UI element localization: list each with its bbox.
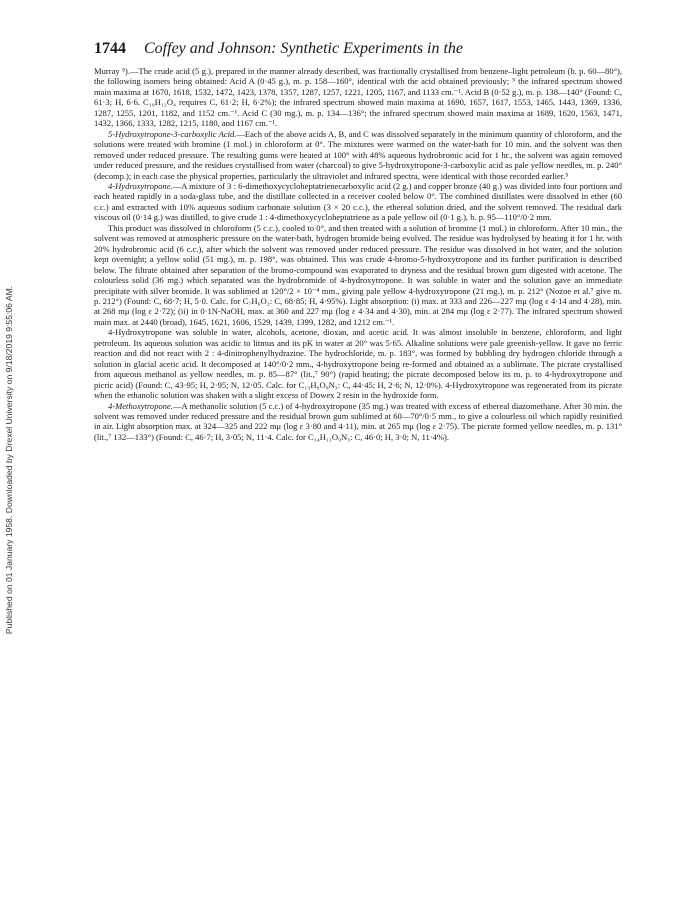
running-head	[94, 40, 622, 58]
journal-page	[94, 40, 622, 442]
page-number: 1744	[94, 40, 126, 57]
download-watermark	[2, 110, 16, 810]
paragraph-methoxytropone	[94, 401, 622, 443]
paragraph-text: This product was dissolved in chloroform (5 c.c.), cooled to 0°, and then treated with a solution of bromine (1 mol.) in chloroform. After 10 min., the solvent was removed at atmospheric pressure on the water-bath, hydrogen bromide being evolved. The residue was hydrolysed by heating it for 1 hr. with 20% hydrobromic acid (6 c.c.), after which the solvent was removed under reduced pressure. The residue was dissolved in hot water, and the solution kept overnight; a yellow solid (51 mg.), m. p. 198°, was obtained. This was crude 4-bromo-5-hydroxytropone and its further purification is described below. The filtrate obtained after separation of the bromo-compound was evaporated to dryness and the residual brown gum digested with acetone. The colourless solid (36 mg.) which separated was the hydrobromide of 4-hydroxytropone. It was soluble in water and the solution gave an immediate precipitate with silver bromide. It was sublimed at 120°/2 × 10⁻⁴ mm., giving pale yellow 4-hydroxytropone (21 mg.), m. p. 212° (Nozoe et al.⁷ give m. p. 212°) (Found: C, 68·7; H, 5·0. Calc. for C₇H₆O₂: C, 68·85; H, 4·95%). Light absorption: (i) max. at 333 and 226—227 mμ (log ε 4·14 and 4·28), min. at 268 mμ (log ε 2·72); (ii) in 0·1N-NaOH, max. at 360 and 227 mμ (log ε 4·34 and 4·30), min. at 284 mμ (log ε 2·77). The infrared spectrum showed main max. at 2440 (broad), 1645, 1621, 1606, 1529, 1439, 1399, 1282, and 1212 cm.⁻¹.	[94, 222, 622, 327]
download-watermark-text: Published on 01 January 1958. Downloaded by Drexel University on 9/18/2019 9:55:06 AM.	[4, 285, 14, 635]
paragraph-heading: 4-Methoxytropone.	[108, 400, 173, 411]
paragraph-bromination	[94, 223, 622, 328]
running-title: Coffey and Johnson: Synthetic Experiments in the	[144, 40, 464, 57]
paragraph-text: 4-Hydroxytropone was soluble in water, alcohols, acetone, dioxan, and acetic acid. It was almost insoluble in benzene, chloroform, and light petroleum. Its aqueous solution was acidic to litmus and its pK in water at 20° was 5·65. Alkaline solutions were pale greenish-yellow. It gave no ferric reaction and did not react with 2 : 4-dinitrophenylhydrazine. The hydrochloride, m. p. 183°, was formed by bubbling dry hydrogen chloride through a solution in glacial acetic acid. It decomposed at 140°/0·2 mm., 4-hydroxytropone being re-formed and obtained as a sublimate. The picrate crystallised from aqueous methanol as yellow needles, m. p. 85—87° (lit.,⁷ 90°) (rapid heating; the picrate decomposed below its m. p. to 4-hydroxytropone and picric acid) (Found: C, 43·95; H, 2·95; N, 12·05. Calc. for C₁₃H₉O₉N₃: C, 44·45; H, 2·6; N, 12·0%). 4-Hydroxytropone was regenerated from its picrate when the ethanolic solution was shaken with a slight excess of Dowex 2 resin in the hydroxide form.	[94, 327, 622, 401]
paragraph-text: —Each of the above acids A, B, and C was dissolved separately in the minimum quantity of chloroform, and the solutions were treated with bromine (1 mol.) in chloroform at 0°. The mixtures were warmed on the water-bath for 10 min. and the solvent was then removed under reduced pressure. The resulting gums were heated at 100° with 48% aqueous hydrobromic acid for 1 hr., the solvent was again removed under reduced pressure, and the residues crystallised from water (charcoal) to give 5-hydroxytropone-3-carboxylic acid as pale yellow needles, m. p. 240° (decomp.); in each case the physical properties, particularly the ultraviolet and infrared spectra, were identical with those recorded earlier.⁵	[94, 128, 622, 181]
paragraph-text: —A methanolic solution (5 c.c.) of 4-hydroxytropone (35 mg.) was treated with excess of ethereal diazomethane. After 30 min. the solvent was removed under reduced pressure and the residual brown gum sublimed at 60—70°/0·5 mm., to give a colourless oil which rapidly resinified in air. Light absorption max. at 324—325 and 222 mμ (log ε 3·80 and 4·11), min. at 265 mμ (log ε 2·75). The picrate formed yellow needles, m. p. 131° (lit.,⁷ 132—133°) (Found: C, 46·7; H, 3·05; N, 11·4. Calc. for C₁₄H₁₁O₉N₃: C, 46·0; H, 3·0; N, 11·4%).	[94, 400, 622, 442]
paragraph-text: —A mixture of 3 : 6-dimethoxycycloheptatrienecarboxylic acid (2 g.) and copper bronze (40 g.) was divided into four portions and each heated rapidly in a soda-glass tube, and the distillate collected in a receiver cooled below 0°. The combined distillates were dissolved in ether (60 c.c.) and extracted with 10% aqueous sodium carbonate solution (3 × 20 c.c.), the ethereal solution dried, and the solvent removed. The residual dark viscous oil (0·14 g.) was distilled, to give crude 1 : 4-dimethoxycycloheptatriene as a pale yellow oil (0·1 g.), b. p. 95—110°/0·2 mm.	[94, 180, 622, 223]
paragraph-hydroxytropone-carboxylic-acid	[94, 129, 622, 181]
paragraph-heading: 5-Hydroxytropone-3-carboxylic Acid.	[108, 128, 237, 139]
article-body	[94, 66, 622, 442]
paragraph-text: Murray ⁵).—The crude acid (5 g.), prepared in the manner already described, was fractionally crystallised from benzene–light petroleum (b. p. 60—80°), the following isomers being obtained: Acid A (0·45 g.), m. p. 158—160°, identical with the acid obtained previously; ⁵ the infrared spectrum showed main maxima at 1670, 1618, 1532, 1472, 1423, 1378, 1357, 1287, 1257, 1221, 1205, 1167, and 1133 cm.⁻¹. Acid B (0·52 g.), m. p. 138—140° (Found: C, 61·3; H, 6·6. C₁₀H₁₂O₄ requires C, 61·2; H, 6·2%); the infrared spectrum showed main maxima at 1690, 1657, 1617, 1553, 1465, 1443, 1369, 1336, 1287, 1255, 1201, 1182, and 1152 cm.⁻¹. Acid C (30 mg.), m. p. 134—136°; the infrared spectrum showed main maxima at 1689, 1620, 1563, 1471, 1432, 1366, 1333, 1282, 1215, 1180, and 1167 cm.⁻¹.	[94, 66, 622, 129]
paragraph-heading: 4-Hydroxytropone.	[108, 180, 173, 191]
paragraph-isomers	[94, 66, 622, 129]
paragraph-hydroxytropone	[94, 181, 622, 223]
paragraph-properties	[94, 327, 622, 400]
